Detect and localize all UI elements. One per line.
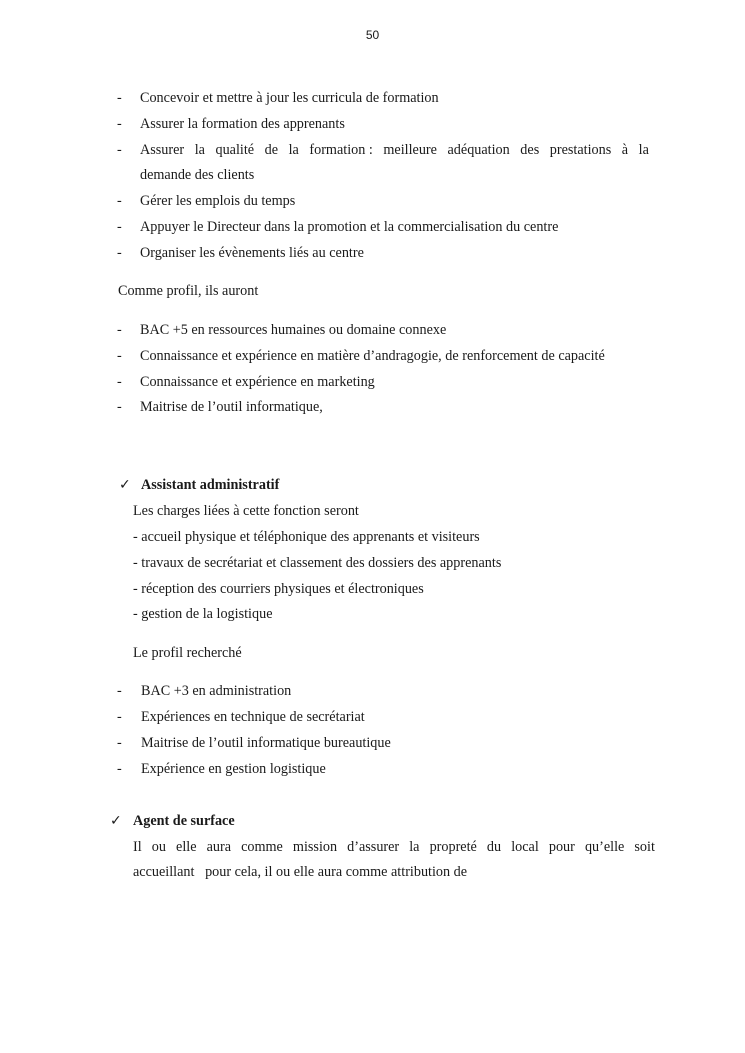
page-number: 50 bbox=[365, 28, 380, 42]
bullet-dash: - bbox=[117, 683, 122, 699]
bullet-dash: - bbox=[117, 709, 122, 725]
list-item: - réception des courriers physiques et électroniques bbox=[133, 581, 424, 597]
word: de bbox=[264, 142, 279, 158]
bullet-dash: - bbox=[117, 142, 122, 158]
bullet-dash: - bbox=[117, 193, 122, 209]
list-item: - accueil physique et téléphonique des apprenants et visiteurs bbox=[133, 529, 480, 545]
bullet-dash: - bbox=[117, 245, 122, 261]
word: formation : bbox=[309, 142, 373, 158]
word: des bbox=[520, 142, 540, 158]
list-item: Expérience en gestion logistique bbox=[141, 761, 326, 777]
word: qu’elle bbox=[584, 839, 625, 855]
word: Il bbox=[133, 839, 142, 855]
list-item: Gérer les emplois du temps bbox=[140, 193, 296, 209]
bullet-dash: - bbox=[117, 348, 122, 364]
check-mark-icon: ✓ bbox=[119, 477, 131, 493]
word: à bbox=[621, 142, 629, 158]
word: mission bbox=[292, 839, 338, 855]
bullet-dash: - bbox=[117, 219, 122, 235]
section-heading: Assistant administratif bbox=[141, 477, 280, 493]
bullet-dash: - bbox=[117, 322, 122, 338]
word: la bbox=[288, 142, 299, 158]
list-item: Expériences en technique de secrétariat bbox=[141, 709, 365, 725]
word: d’assurer bbox=[347, 839, 400, 855]
list-item-continuation: demande des clients bbox=[140, 167, 255, 183]
list-item: Connaissance et expérience en matière d’andragogie, de renforcement de capacité bbox=[140, 348, 605, 364]
word: ou bbox=[151, 839, 166, 855]
paragraph: Le profil recherché bbox=[133, 645, 242, 661]
word: qualité bbox=[215, 142, 255, 158]
list-item: - travaux de secrétariat et classement des dossiers des apprenants bbox=[133, 555, 502, 571]
list-item: - gestion de la logistique bbox=[133, 606, 273, 622]
paragraph-justified-line bbox=[133, 838, 655, 856]
list-item: Assurer la formation des apprenants bbox=[140, 116, 345, 132]
list-item: Maitrise de l’outil informatique bureautique bbox=[141, 735, 391, 751]
word: elle bbox=[176, 839, 197, 855]
word: comme bbox=[241, 839, 283, 855]
paragraph-line: accueillant pour cela, il ou elle aura comme attribution de bbox=[133, 864, 468, 880]
list-item: BAC +3 en administration bbox=[141, 683, 292, 699]
bullet-dash: - bbox=[117, 735, 122, 751]
word: aura bbox=[206, 839, 231, 855]
word: local bbox=[511, 839, 539, 855]
bullet-dash: - bbox=[117, 374, 122, 390]
list-item: Maitrise de l’outil informatique, bbox=[140, 399, 323, 415]
list-item: Concevoir et mettre à jour les curricula de formation bbox=[140, 90, 439, 106]
check-mark-icon: ✓ bbox=[110, 813, 122, 829]
word: Assurer bbox=[140, 142, 185, 158]
word: du bbox=[486, 839, 502, 855]
word: adéquation bbox=[447, 142, 510, 158]
list-item: BAC +5 en ressources humaines ou domaine connexe bbox=[140, 322, 447, 338]
paragraph: Comme profil, ils auront bbox=[118, 283, 259, 299]
word: meilleure bbox=[383, 142, 437, 158]
paragraph: Les charges liées à cette fonction seront bbox=[133, 503, 359, 519]
word: soit bbox=[634, 839, 655, 855]
bullet-dash: - bbox=[117, 761, 122, 777]
list-item: Organiser les évènements liés au centre bbox=[140, 245, 364, 261]
word: propreté bbox=[429, 839, 477, 855]
list-item: Connaissance et expérience en marketing bbox=[140, 374, 375, 390]
word: la bbox=[638, 142, 649, 158]
bullet-dash: - bbox=[117, 90, 122, 106]
word: prestations bbox=[549, 142, 612, 158]
word: la bbox=[194, 142, 205, 158]
bullet-dash: - bbox=[117, 399, 122, 415]
word: la bbox=[409, 839, 420, 855]
list-item: Appuyer le Directeur dans la promotion et la commercialisation du centre bbox=[140, 219, 559, 235]
bullet-dash: - bbox=[117, 116, 122, 132]
word: pour bbox=[548, 839, 575, 855]
section-heading: Agent de surface bbox=[133, 813, 235, 829]
list-item-justified-line bbox=[140, 141, 649, 159]
